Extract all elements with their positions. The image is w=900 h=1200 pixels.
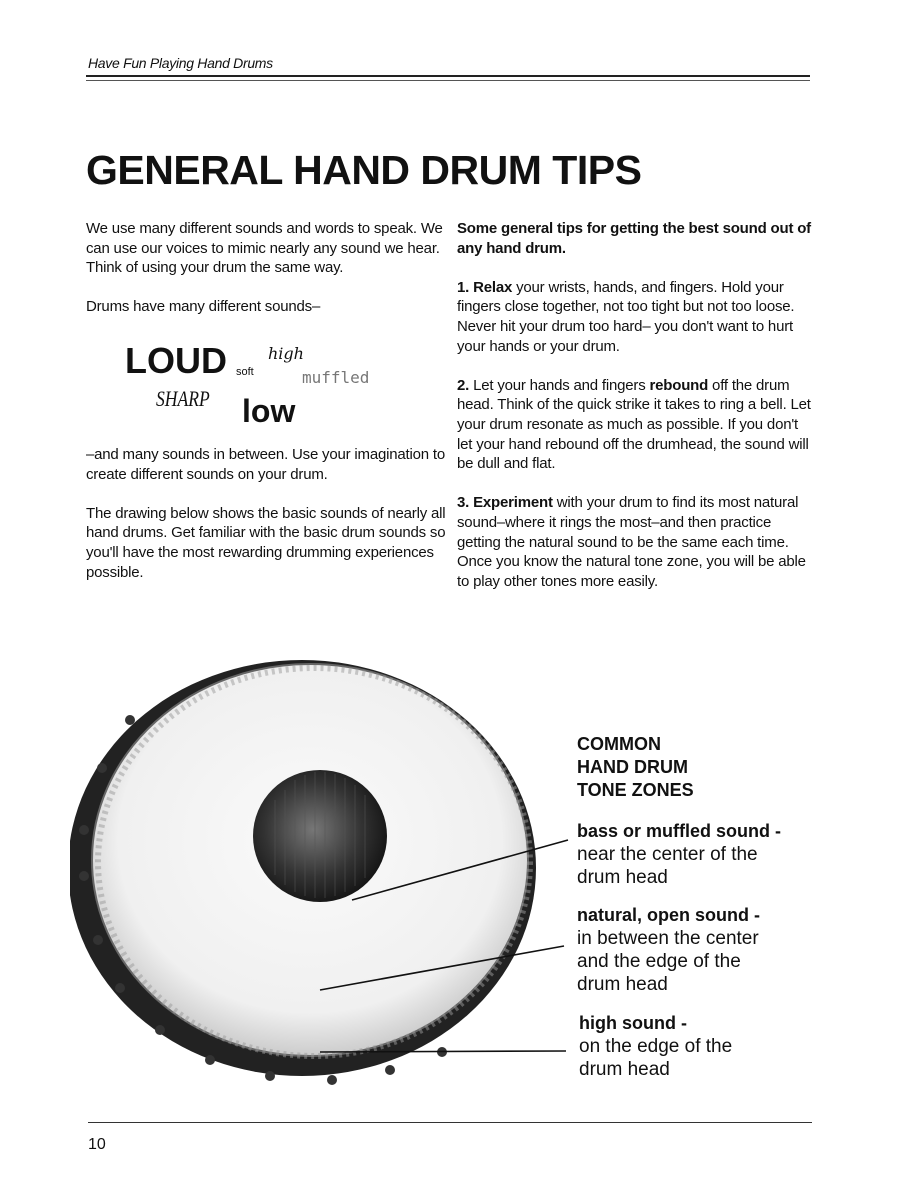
- tone-zone-natural: [577, 904, 807, 996]
- tip-text: your wrists, hands, and fingers. Hold your fingers close together, not too tight but not too loose. Never hit your drum too hard– you don't want to hurt your hands or your drum.: [457, 278, 795, 355]
- header-rule: [86, 75, 810, 77]
- zone-description: drum head: [577, 867, 668, 888]
- sound-word-high: high: [268, 344, 304, 363]
- tip-number: 1.: [457, 278, 470, 296]
- sound-word-soft: soft: [236, 366, 254, 378]
- drawing-intro-paragraph: The drawing below shows the basic sounds of nearly all hand drums. Get familiar with the basic drum sounds so you'll have the most rewarding drumming experiences possible.: [86, 504, 446, 581]
- zone-description: on the edge of the: [579, 1036, 733, 1057]
- tone-zone-high: [579, 1012, 809, 1081]
- imagination-paragraph: –and many sounds in between. Use your imagination to create different sounds on your drum.: [86, 446, 445, 483]
- tip-lead: Let your hands and fingers: [473, 376, 650, 394]
- header-rule-thin: [86, 80, 810, 81]
- zone-description: near the center of the: [577, 844, 758, 865]
- sound-word-low: low: [242, 393, 296, 429]
- tip-experiment: [457, 493, 817, 591]
- tip-keyword: Relax: [473, 278, 513, 296]
- tips-intro-text: Some general tips for getting the best sound out of any hand drum.: [457, 220, 811, 257]
- tone-zones-title-line: COMMON: [577, 734, 661, 754]
- drum-head-drawing: [70, 640, 590, 1110]
- tip-number: 3.: [457, 494, 470, 512]
- tip-relax: [457, 278, 817, 356]
- tip-keyword: rebound: [649, 376, 709, 394]
- bass-zone-center: [253, 770, 387, 902]
- sound-word-muffled: muffled: [302, 368, 370, 387]
- zone-description: and the edge of the: [577, 951, 741, 972]
- sound-word-loud: LOUD: [125, 340, 227, 381]
- tip-text: off the drum head. Think of the quick strike it takes to ring a bell. Let your drum resonate as much as possible. If you don't let your hand rebound off the drumhead, the sound will be dull and flat.: [457, 376, 811, 473]
- tone-zones-title-line: HAND DRUM: [577, 757, 688, 777]
- footer-rule: [88, 1122, 812, 1123]
- tone-zones-title: [577, 733, 807, 802]
- zone-name: high sound -: [579, 1013, 687, 1033]
- sounds-lead-paragraph: Drums have many different sounds–: [86, 298, 321, 316]
- left-column-lower: [86, 445, 446, 602]
- page-number: 10: [88, 1136, 106, 1153]
- sound-word-sharp: SHARP: [156, 386, 210, 411]
- left-column: [86, 219, 446, 337]
- running-header: Have Fun Playing Hand Drums: [88, 55, 273, 71]
- zone-description: drum head: [579, 1059, 670, 1080]
- tips-intro: [457, 219, 817, 258]
- zone-description: drum head: [577, 974, 668, 995]
- tip-rebound: [457, 376, 817, 474]
- tone-zone-bass: [577, 820, 807, 889]
- high-zone-pointer: [320, 1051, 566, 1052]
- intro-paragraph: We use many different sounds and words to speak. We can use our voices to mimic nearly any sound we hear. Think of using your drum the same way.: [86, 220, 443, 277]
- tip-number: 2.: [457, 376, 470, 394]
- tip-keyword: Experiment: [473, 494, 553, 512]
- zone-name: natural, open sound -: [577, 905, 760, 925]
- tone-zones-title-line: TONE ZONES: [577, 780, 694, 800]
- tip-text: with your drum to find its most natural sound–where it rings the most–and then practice getting the natural sound to be the same each time. Once you know the natural tone zone, you will be able to play other tones more easily.: [457, 494, 806, 590]
- zone-description: in between the center: [577, 928, 759, 949]
- page-title: GENERAL HAND DRUM TIPS: [86, 147, 642, 193]
- right-column: [457, 219, 817, 611]
- zone-name: bass or muffled sound -: [577, 821, 782, 841]
